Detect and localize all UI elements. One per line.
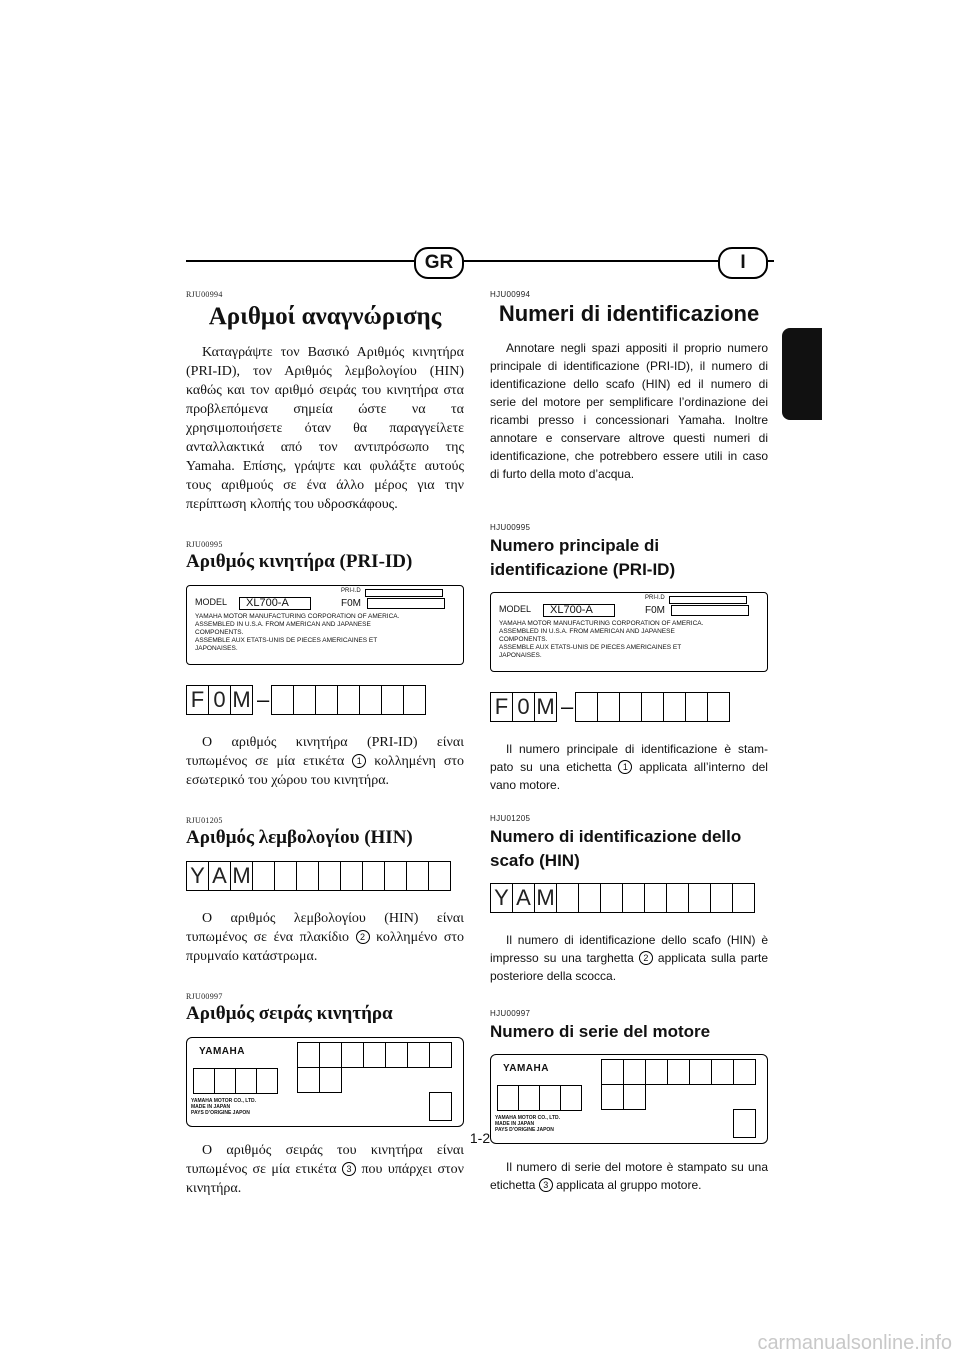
label-line: ASSEMBLE AUX ETATS-UNIS DE PIECES AMERICAINES ET [499,644,682,651]
grid-cell: M [534,693,556,721]
grid-cell [318,862,340,890]
label-line: JAPONAISES. [499,652,542,659]
callout-marker-3: 3 [539,1178,553,1192]
italian-engine-serial-paragraph: Il numero di serie del motore è stampato su una etichetta 3 applicata al gruppo motore. [490,1160,768,1192]
model-tag: MODEL [195,597,228,607]
callout-marker-1: 1 [618,760,632,774]
greek-intro-paragraph: Καταγράψτε τον Βασικό Αριθμός κινητήρα (PRI-ID), τον Αριθμός λεμβολογίου (HIN) καθώς και τον αριθμό σειράς του κινητήρα στα προβλεπόμενα σημεία ώστε να τα χρησιμοποιήσετε όταν θα παραγγείλετε ανταλλακτικά από τον αντιπρόσωπο της Yamaha. Επίσης, γράψτε και φυλάξτε αυτούς τους αριθμούς σε ένα άλλο μέρος για την περίπτωση κλοπής του υδροσκάφους. [186,345,464,512]
label-fine-print [499,620,759,660]
grid-cell: Y [190,863,205,888]
grid-cell [252,862,274,890]
f0m-tag: F0M [341,598,361,609]
greek-heading-pri-id: Αριθμός κινητήρα (PRI-ID) [186,551,413,572]
greek-pri-id-paragraph: Ο αριθμός κινητήρα (PRI-ID) είναι τυπωμένος σε μία ετικέτα 1 κολλημένη στο εσωτερικό του χώρου του κινητήρα. [186,735,465,788]
label-line: ASSEMBLED IN U.S.A. FROM AMERICAN AND JAPANESE [499,628,675,635]
f0m-tag: F0M [645,605,665,616]
italian-column [490,290,768,1204]
engine-serial-label-figure [186,1037,464,1127]
grid-cell [274,862,296,890]
greek-column [186,290,464,1208]
grid-dash: – [561,694,574,719]
grid-cell [296,862,318,890]
pri-id-box [365,589,443,597]
grid-cell [272,686,293,714]
callout-marker-2: 2 [639,951,653,965]
italian-pri-id-paragraph: Il numero principale di identificazione è stam-pato su una etichetta 1 applicata all’interno del vano motore. [490,742,768,792]
hin-number-grid [490,883,768,913]
italian-hin-paragraph: Il numero di identificazione dello scafo (HIN) è impresso su una targhetta 2 applicata sulla parte posteriore della scocca. [490,933,769,983]
grid-cell [359,686,381,714]
label-line: JAPONAISES. [195,645,238,652]
pri-id-label-figure [186,585,464,665]
grid-cell [293,686,315,714]
site-watermark: carmanualsonline.info [757,1332,952,1354]
label-fine-print [195,613,455,653]
grid-cell [576,693,597,721]
language-badge-gr: GR [414,247,464,279]
serial-model-cells [497,1085,582,1111]
callout-marker-2: 2 [356,930,370,944]
greek-page-title: Αριθμοί αναγνώρισης [208,303,442,330]
label-line: ASSEMBLED IN U.S.A. FROM AMERICAN AND JAPANESE [195,621,371,628]
grid-cell [428,862,450,890]
callout-marker-1: 1 [352,754,366,768]
grid-cell: M [230,862,252,890]
grid-cell [600,884,622,912]
model-value: XL700-A [239,597,311,610]
blank-cells [271,685,426,715]
section-code: RJU00994 [186,290,223,299]
grid-cell [641,693,663,721]
grid-cell [685,693,707,721]
grid-cell: A [208,862,230,890]
grid-cell [362,862,384,890]
pri-id-number-grid [490,692,768,722]
grid-cell [556,884,578,912]
grid-cell [619,693,641,721]
callout-marker-3: 3 [342,1162,356,1176]
grid-cell [707,693,729,721]
pri-id-tag: PRI-I.D [341,588,361,594]
yamaha-logo: YAMAHA [199,1046,245,1057]
yamaha-logo: YAMAHA [503,1063,549,1074]
grid-cell: 0 [208,686,230,714]
model-value: XL700-A [543,604,615,617]
grid-cell [340,862,362,890]
grid-cell [384,862,406,890]
grid-cell [597,693,619,721]
section-code: RJU00995 [186,540,223,549]
grid-cell [732,884,754,912]
hin-cells [490,883,755,913]
f0m-box [671,605,749,616]
label-line: COMPONENTS. [499,636,548,643]
grid-cell [578,884,600,912]
label-line: YAMAHA MOTOR MANUFACTURING CORPORATION OF AMERICA. [499,620,704,627]
section-code: HJU00994 [490,290,531,299]
language-badge-it: I [718,247,768,279]
italian-intro-paragraph: Annotare negli spazi appositi il proprio numero principale di identificazione (PRI-ID), il numero di identificazione dello scafo (HIN) ed il numero di serie del motore per semplificare l’ordinazione dei ricambi presso i concessionari Yamaha. Inoltre annotare e conservare altrove questi numeri di identificazione, che potrebbero essere utili in caso di furto della moto d’acqua. [490,341,768,481]
grid-cell [644,884,666,912]
blank-cells [575,692,730,722]
label-line: COMPONENTS. [195,629,244,636]
header-rule-right [768,260,774,262]
serial-model-cells [193,1068,278,1094]
grid-cell [337,686,359,714]
label-line: ASSEMBLE AUX ETATS-UNIS DE PIECES AMERICAINES ET [195,637,378,644]
greek-hin-paragraph: Ο αριθμός λεμβολογίου (HIN) είναι τυπωμένος σε ένα πλακίδιο 2 κολλημένο στο πρυμναίο κατάστρωμα. [186,911,465,964]
serial-cells-top [601,1059,756,1085]
grid-cell [381,686,403,714]
grid-cell: M [534,884,556,912]
grid-cell: F [190,687,205,712]
page-number: 1-2 [469,1130,491,1146]
grid-cell: 0 [512,693,534,721]
italian-page-title: Numeri di identificazione [498,301,760,326]
greek-heading-hin: Αριθμός λεμβολογίου (HIN) [186,827,413,848]
grid-cell [403,686,425,714]
grid-cell [406,862,428,890]
grid-cell: F [494,694,509,719]
grid-cell [315,686,337,714]
grid-dash: – [257,687,270,712]
pri-id-label-figure [490,592,768,672]
section-code: HJU01205 [490,814,531,823]
pri-id-box [669,596,747,604]
pri-id-tag: PRI-I.D [645,595,665,601]
serial-cells-bottom [297,1067,342,1093]
serial-cells-bottom [601,1084,646,1110]
model-tag: MODEL [499,604,532,614]
chapter-thumb-tab [782,328,822,420]
serial-cells-top [297,1042,452,1068]
section-code: HJU00997 [490,1009,531,1018]
grid-cell [666,884,688,912]
italian-heading-pri-id: Numero principale di identificazione (PRI-ID) [490,536,676,579]
serial-maker-text: YAMAHA MOTOR CO., LTD. MADE IN JAPAN PAYS D’ORIGINE JAPON [495,1115,560,1133]
grid-cell: M [230,686,252,714]
header-rule-left [186,260,414,262]
grid-cell: Y [494,885,509,910]
italian-heading-engine-serial: Numero di serie del motore [490,1022,711,1041]
italian-heading-hin: Numero di identificazione dello scafo (HIN) [490,827,742,870]
prefix-cells [186,685,253,715]
grid-cell [663,693,685,721]
hin-number-grid [186,861,464,891]
prefix-cells [490,692,557,722]
grid-cell [688,884,710,912]
grid-cell: A [512,884,534,912]
grid-cell [710,884,732,912]
pri-id-number-grid [186,685,464,715]
section-code: HJU00995 [490,523,531,532]
serial-cell-last [429,1092,452,1121]
f0m-box [367,598,445,609]
header-rule-middle [464,260,718,262]
serial-maker-text: YAMAHA MOTOR CO., LTD. MADE IN JAPAN PAYS D’ORIGINE JAPON [191,1098,256,1116]
greek-engine-serial-paragraph: Ο αριθμός σειράς του κινητήρα είναι τυπωμένος σε μία ετικέτα 3 που υπάρχει στον κινητήρα. [186,1143,465,1196]
section-code: RJU00997 [186,992,223,1001]
grid-cell [622,884,644,912]
hin-cells [186,861,451,891]
label-line: YAMAHA MOTOR MANUFACTURING CORPORATION OF AMERICA. [195,613,400,620]
section-code: RJU01205 [186,816,223,825]
greek-heading-engine-serial: Αριθμός σειράς κινητήρα [186,1003,393,1024]
